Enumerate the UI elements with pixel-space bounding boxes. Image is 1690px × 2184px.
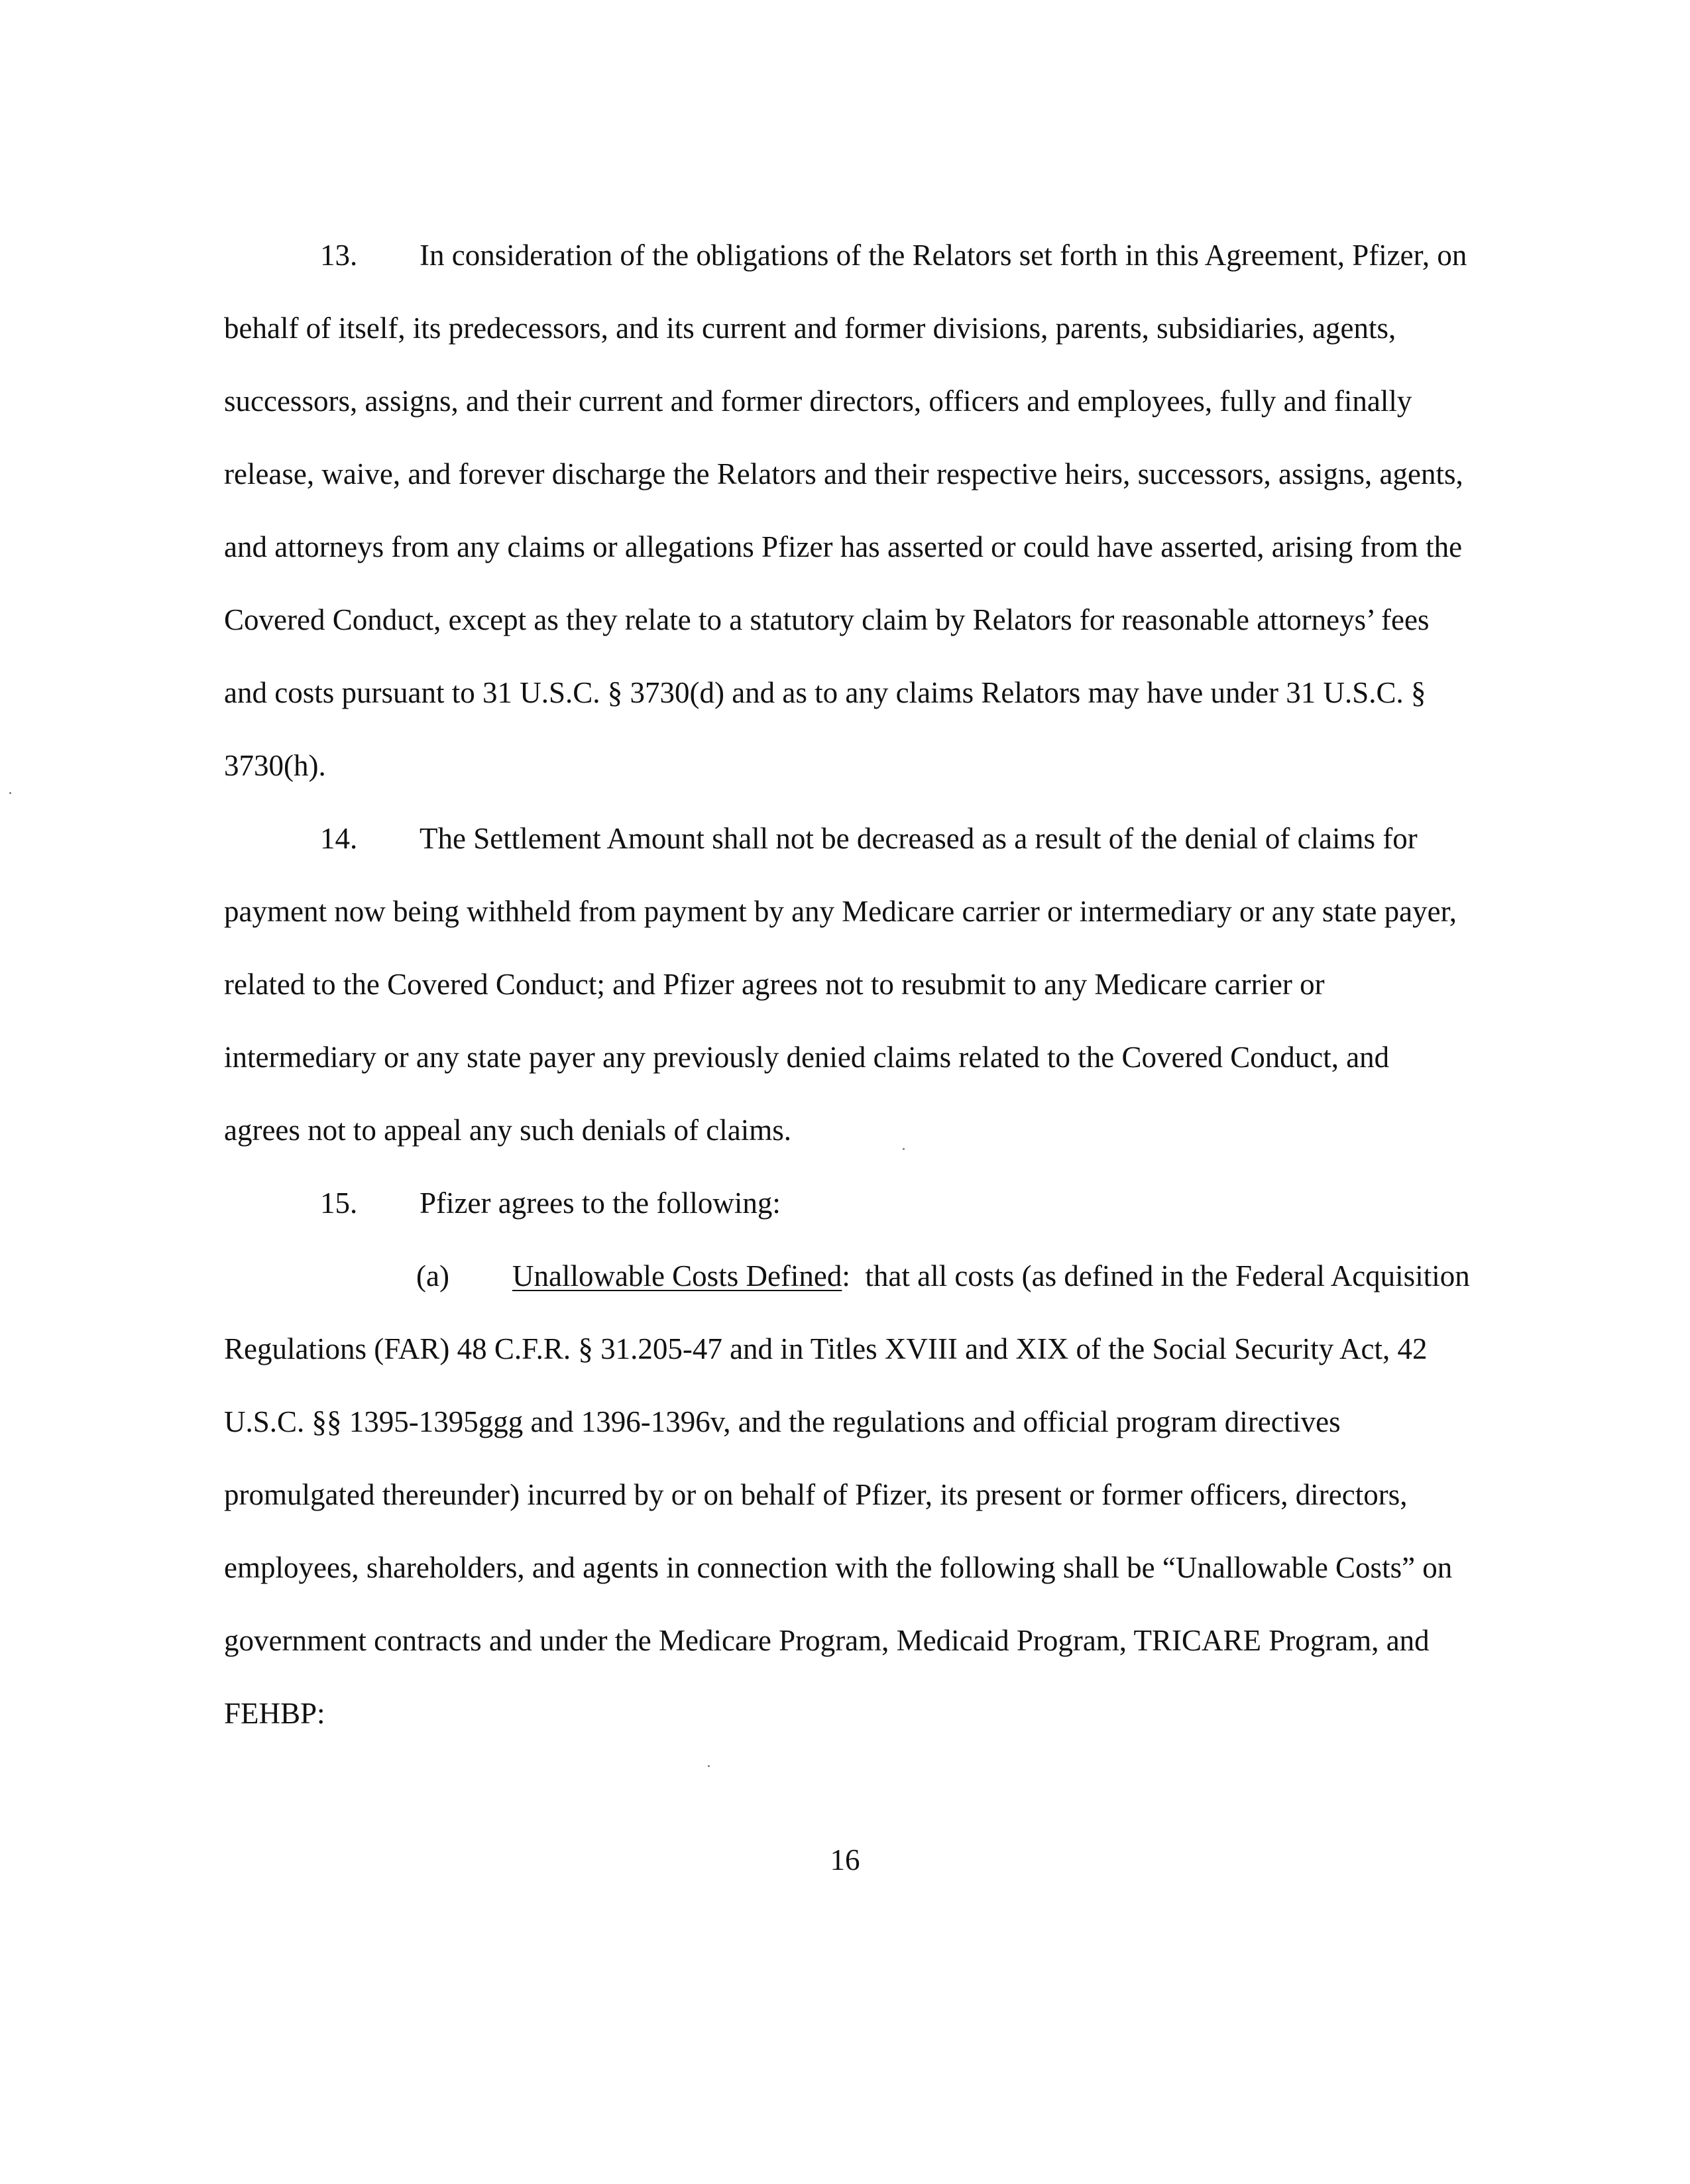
subparagraph-text: that all costs (as defined in the Federal Acquisition Regulations (FAR) 48 C.F.R. § 31.205-47 and in Titles XVIII and XIX of the Social Security Act, 42 U.S.C. §§ 1395-1395ggg and 1396-1396v, and the regulations and official program directives promulgated thereunder) incurred by or on behalf of Pfizer, its present or former officers, directors, employees, shareholders, and agents in connection with the following shall be “Unallowable Costs” on government contracts and under the Medicare Program, Medicaid Program, TRICARE Program, and FEHBP: [224, 1259, 1470, 1730]
paragraph-15 [224, 1167, 1470, 1239]
paragraph-text: In consideration of the obligations of the Relators set forth in this Agreement, Pfizer, on behalf of itself, its predecessors, and its current and former divisions, parents, subsidiaries, agents, successors, assigns, and their current and former directors, officers and employees, fully and finally release, waive, and forever discharge the Relators and their respective heirs, successors, assigns, agents, and attorneys from any claims or allegations Pfizer has asserted or could have asserted, arising from the Covered Conduct, except as they relate to a statutory claim by Relators for reasonable attorneys’ fees and costs pursuant to 31 U.S.C. § 3730(d) and as to any claims Relators may have under 31 U.S.C. § 3730(h). [224, 239, 1467, 782]
subparagraph-heading-suffix: : [842, 1259, 850, 1293]
paragraph-14 [224, 802, 1470, 1167]
scan-speck [708, 1765, 710, 1767]
paragraph-number: 15. [320, 1186, 358, 1220]
scan-speck [9, 792, 11, 794]
paragraph-number: 13. [320, 239, 358, 272]
document-body [224, 219, 1470, 1750]
subparagraph-label: (a) [416, 1259, 449, 1293]
scan-speck [903, 1148, 905, 1150]
paragraph-13 [224, 219, 1470, 802]
subparagraph-a [224, 1239, 1470, 1750]
subparagraph-heading: Unallowable Costs Defined [512, 1259, 842, 1293]
paragraph-text: The Settlement Amount shall not be decreased as a result of the denial of claims for payment now being withheld from payment by any Medicare carrier or intermediary or any state payer, related to the Covered Conduct; and Pfizer agrees not to resubmit to any Medicare carrier or intermediary or any state payer any previously denied claims related to the Covered Conduct, and agrees not to appeal any such denials of claims. [224, 822, 1457, 1147]
paragraph-text: Pfizer agrees to the following: [420, 1186, 781, 1220]
page-number: 16 [830, 1843, 860, 1876]
paragraph-number: 14. [320, 822, 358, 855]
